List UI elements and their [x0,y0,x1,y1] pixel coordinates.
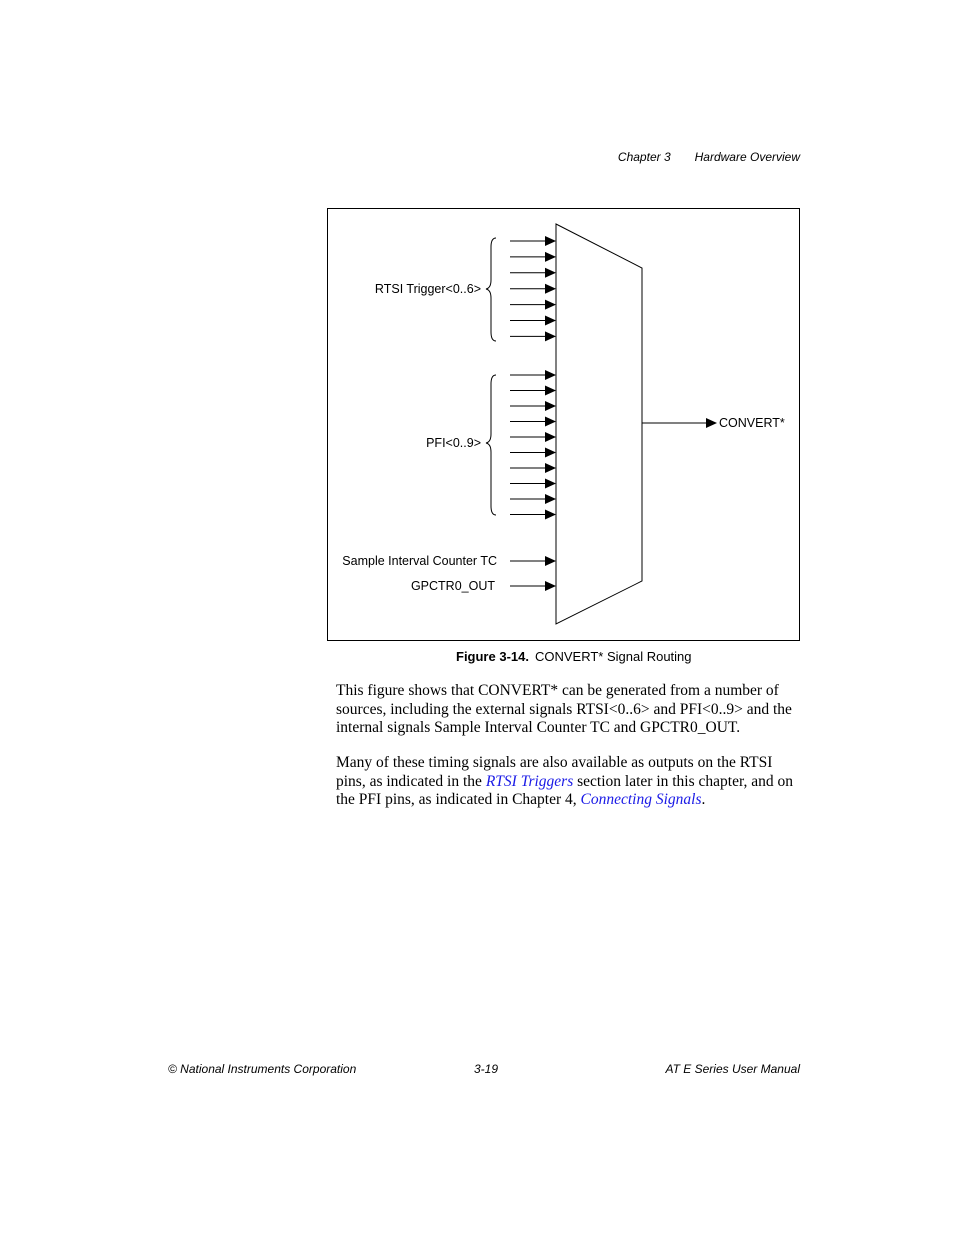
body-paragraph-2 [336,754,800,810]
convert-routing-diagram [328,209,799,640]
figure-caption [456,649,692,664]
pfi-input-arrow [510,401,556,411]
pfi-input-arrow [510,417,556,427]
rtsi-triggers-link[interactable]: RTSI Triggers [485,772,574,790]
header-chapter: Chapter 3 [617,150,671,164]
rtsi-input-arrow [510,236,556,246]
figure-title: CONVERT* Signal Routing [534,649,692,664]
pfi-input-arrow [510,510,556,520]
rtsi-brace [486,238,496,341]
pfi-input-arrow [510,386,556,396]
pfi-input-arrows [510,370,556,520]
rtsi-input-arrow [510,268,556,278]
convert-output-arrow [642,418,717,428]
footer-page-number: 3-19 [474,1062,499,1076]
page-footer [168,1062,800,1078]
para2-text-2: section later in this chapter, and on the PFI pins, as indicated in Chapter 4, [336,772,794,809]
para2-text-3: . [701,791,706,809]
rtsi-input-arrow [510,331,556,341]
header-section-title: Hardware Overview [694,150,800,164]
sample-interval-label: Sample Interval Counter TC [342,554,497,568]
sample-interval-input-arrow [510,556,556,566]
connecting-signals-link[interactable]: Connecting Signals [580,791,702,809]
rtsi-input-arrow [510,300,556,310]
pfi-label: PFI<0..9> [426,436,481,450]
figure-frame [327,208,800,641]
footer-copyright: © National Instruments Corporation [168,1062,357,1076]
pfi-input-arrow [510,448,556,458]
gpctr0-label: GPCTR0_OUT [410,579,495,593]
rtsi-trigger-label: RTSI Trigger<0..6> [374,282,481,296]
pfi-input-arrow [510,432,556,442]
pfi-input-arrow [510,494,556,504]
pfi-input-arrow [510,479,556,489]
body-paragraph-1: This figure shows that CONVERT* can be generated from a number of sources, including the external signals RTSI<0..6> and PFI<0..9> and the internal signals Sample Interval Counter TC and GPCTR0_OUT. [336,682,792,737]
footer-manual-title: AT E Series User Manual [665,1062,800,1076]
pfi-brace [486,375,496,515]
gpctr0-input-arrow [510,581,556,591]
rtsi-input-arrow [510,284,556,294]
rtsi-input-arrows [510,236,556,341]
pfi-input-arrow [510,370,556,380]
rtsi-input-arrow [510,252,556,262]
convert-output-label: CONVERT* [719,416,785,430]
rtsi-input-arrow [510,316,556,326]
para2-text-1: Many of these timing signals are also available as outputs on the RTSI pins, as indicated in the [336,754,773,790]
pfi-input-arrow [510,463,556,473]
multiplexer-shape [556,224,642,624]
figure-number: Figure 3-14. [456,649,529,664]
running-header [618,150,800,164]
